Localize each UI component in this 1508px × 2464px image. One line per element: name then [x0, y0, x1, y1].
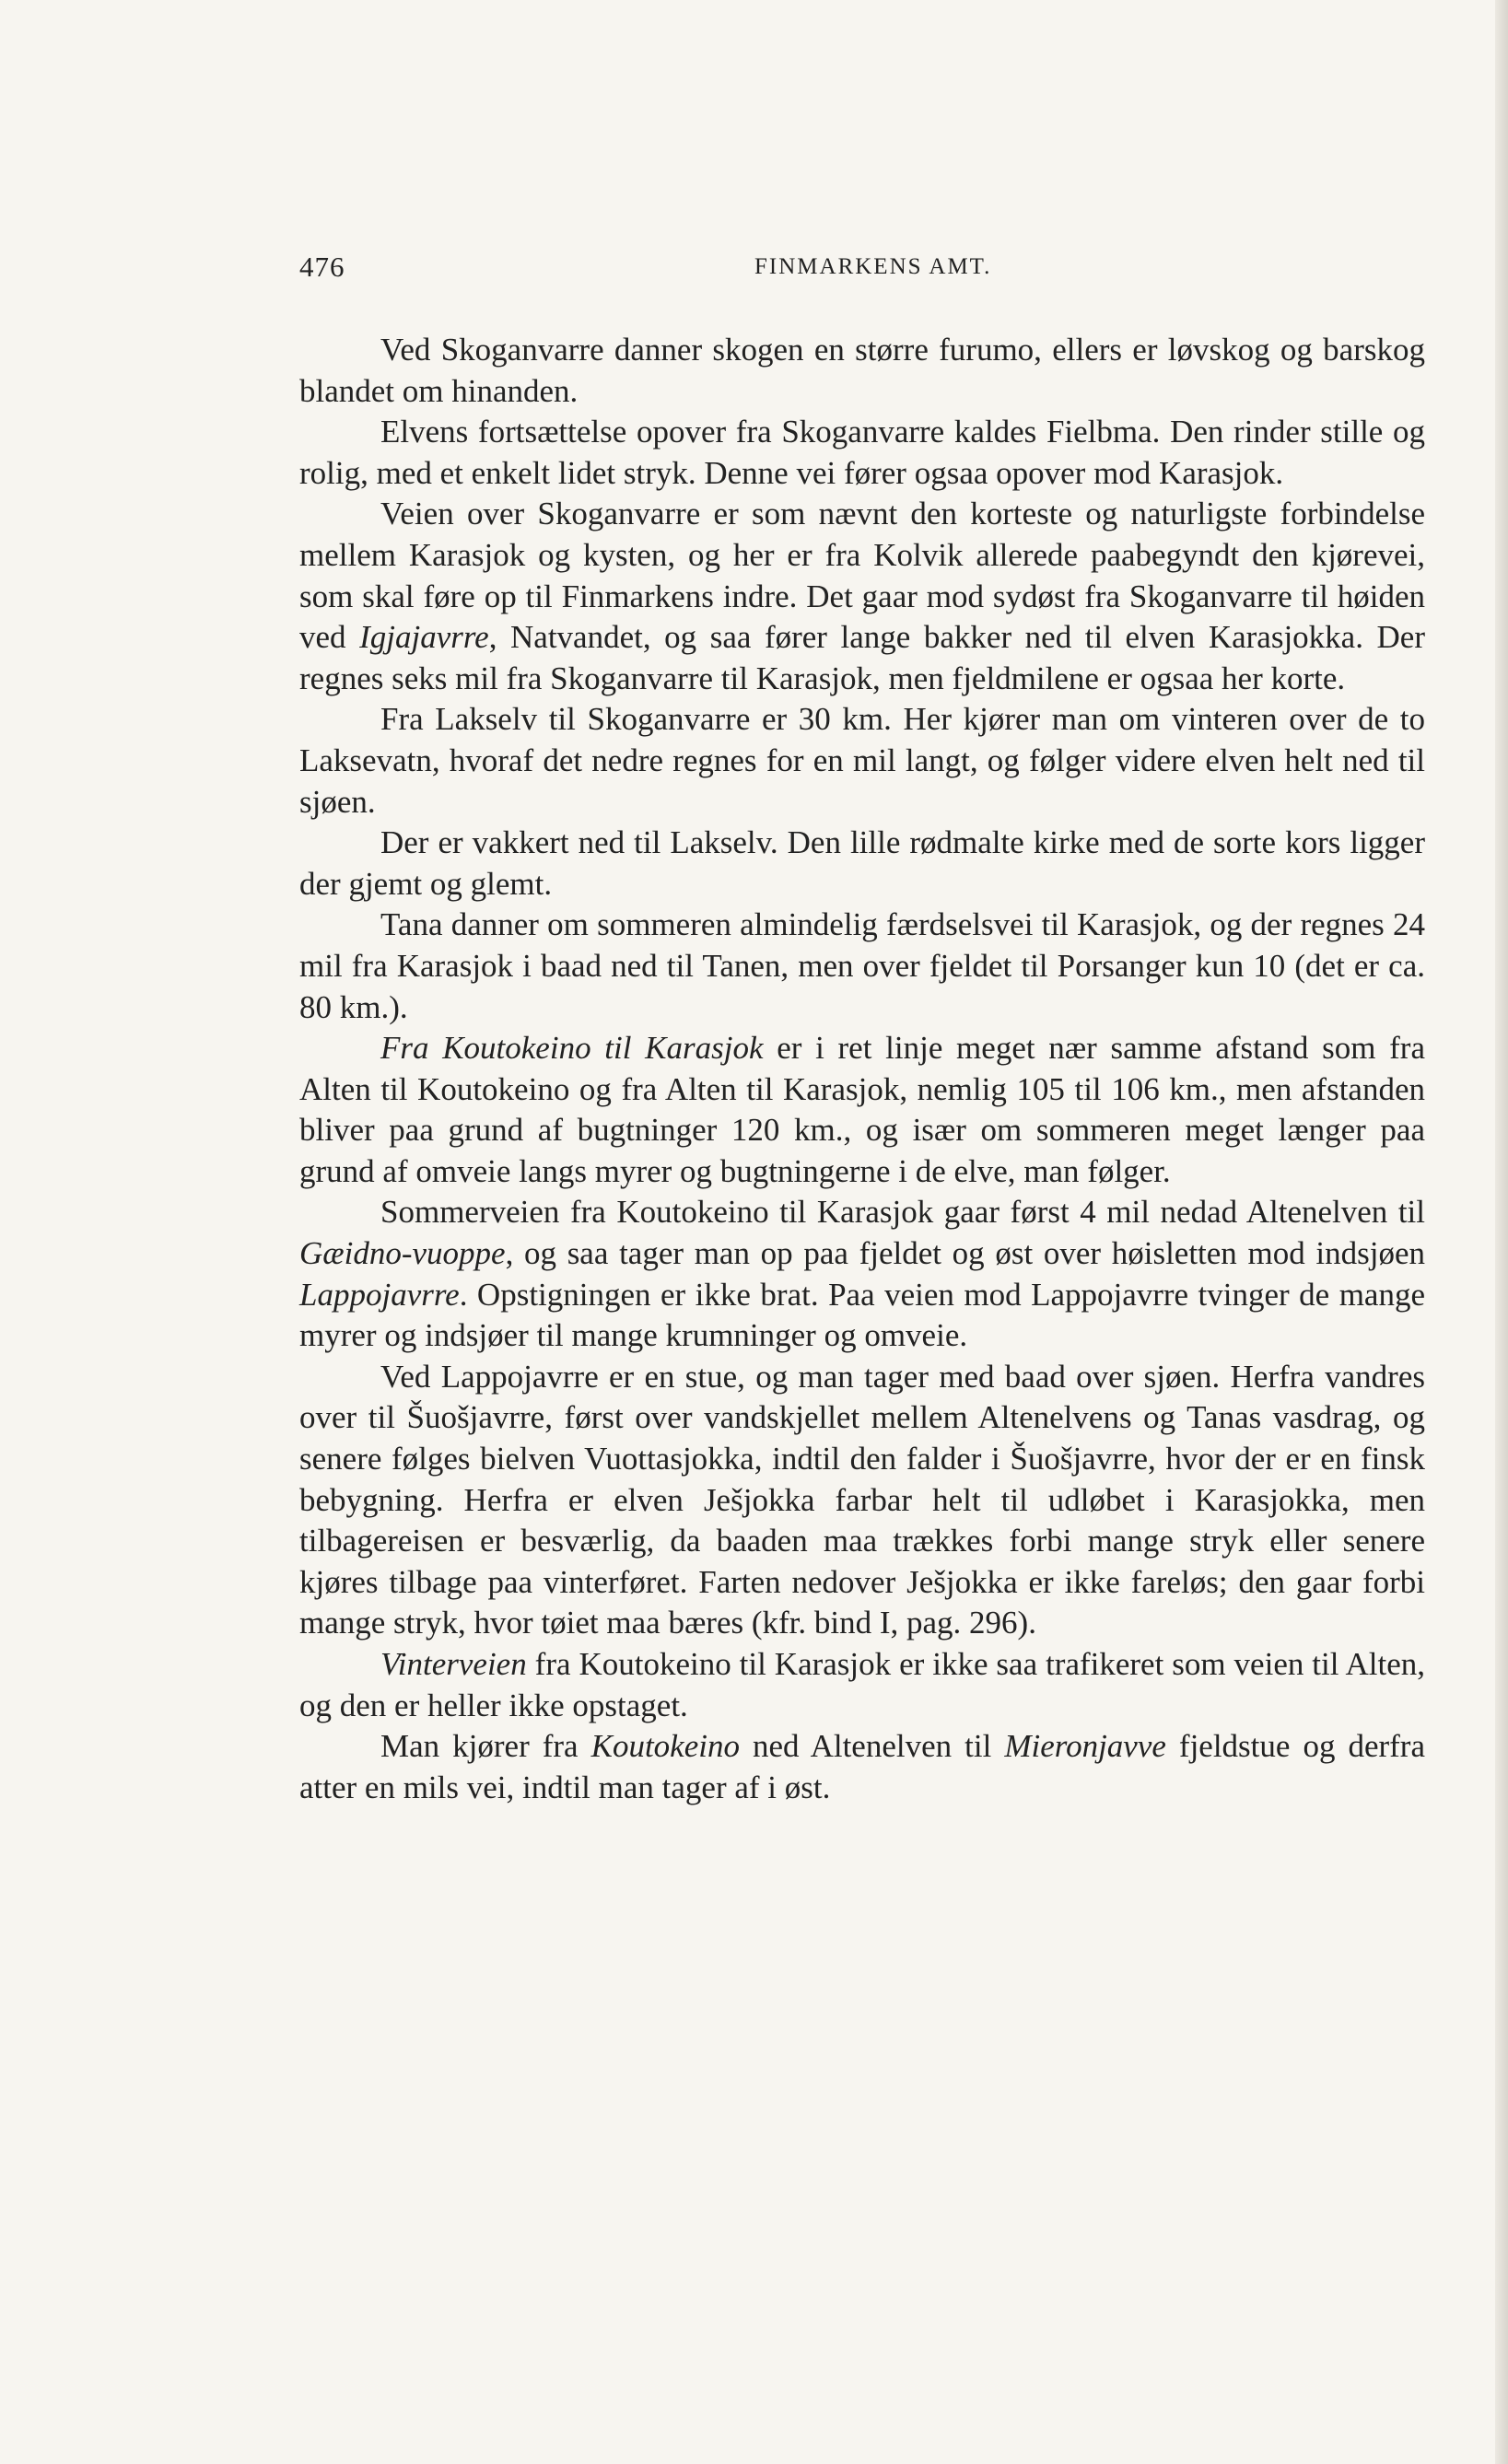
italic-text: Koutokeino [590, 1728, 740, 1765]
paragraph [299, 699, 1425, 823]
paragraph [299, 1644, 1425, 1726]
text-run: er i ret linje meget nær samme afstand som fra Alten til Koutokeino og fra Alten til Karasjok, nemlig 105 til 106 km., men afstanden bliver paa grund af bugtninger 120 km., og især om sommeren meget længer paa grund af omveie langs myrer og bugtningerne i de elve, man følger. [299, 1030, 1425, 1189]
paragraph [299, 1357, 1425, 1644]
text-run: Man kjører fra [380, 1728, 591, 1765]
italic-text: Mieronjavve [1004, 1728, 1166, 1765]
text-run: ned Altenelven til [739, 1728, 1005, 1765]
page-number: 476 [299, 251, 345, 283]
paragraph [299, 905, 1425, 1028]
text-run: Sommerveien fra Koutokeino til Karasjok gaar først 4 mil nedad Altenelven til [380, 1194, 1425, 1231]
text-run: Tana danner om sommeren almindelig færdselsvei til Karasjok, og der regnes 24 mil fra Karasjok i baad ned til Tanen, men over fjeldet til Porsanger kun 10 (det er ca. 80 km.). [299, 906, 1425, 1025]
italic-text: Lappojavrre [299, 1276, 460, 1313]
text-run: Ved Lappojavrre er en stue, og man tager med baad over sjøen. Herfra vandres over til Šuošjavrre, først over vandskjellet mellem Altenelvens og Tanas vasdrag, og senere følges bielven Vuottasjokka, indtil den falder i Šuošjavrre, hvor der er en finsk bebygning. Herfra er elven Ješjokka farbar helt til udløbet i Karasjokka, men tilbagereisen er besværlig, da baaden maa trækkes forbi mange stryk eller senere kjøres tilbage paa vinterføret. Farten nedover Ješjokka er ikke fareløs; den gaar forbi mange stryk, hvor tøiet maa bæres (kfr. bind I, pag. 296). [299, 1358, 1425, 1641]
body-text [299, 330, 1425, 1808]
text-run: Der er vakkert ned til Lakselv. Den lille rødmalte kirke med de sorte kors ligger der gjemt og glemt. [299, 824, 1425, 902]
paragraph [299, 1028, 1425, 1192]
text-run: Elvens fortsættelse opover fra Skoganvarre kaldes Fielbma. Den rinder stille og rolig, med et enkelt lidet stryk. Denne vei fører ogsaa opover mod Karasjok. [299, 414, 1425, 491]
paragraph [299, 1192, 1425, 1356]
text-run: fra Koutokeino til Karasjok er ikke saa trafikeret som veien til Alten, og den er heller ikke opstaget. [299, 1646, 1425, 1723]
paragraph [299, 412, 1425, 494]
text-run: , og saa tager man op paa fjeldet og øst over høisletten mod indsjøen [505, 1235, 1425, 1272]
italic-text: Vinterveien [380, 1646, 527, 1682]
text-run: Fra Lakselv til Skoganvarre er 30 km. Her kjører man om vinteren over de to Laksevatn, hvoraf det nedre regnes for en mil langt, og følger videre elven helt ned til sjøen. [299, 701, 1425, 820]
page-header [299, 251, 1432, 287]
paragraph [299, 823, 1425, 905]
text-run: Ved Skoganvarre danner skogen en større furumo, ellers er løvskog og barskog blandet om hinanden. [299, 332, 1425, 409]
text-run: , Natvandet, og saa fører lange bakker ned til elven Karasjokka. Der regnes seks mil fra Skoganvarre til Karasjok, men fjeldmilene er ogsaa her korte. [299, 619, 1425, 696]
paragraph [299, 494, 1425, 699]
italic-text: Fra Koutokeino til Karasjok [380, 1030, 764, 1067]
running-title: FINMARKENS AMT. [754, 254, 992, 279]
paragraph [299, 330, 1425, 412]
italic-text: Gæidno-vuoppe [299, 1235, 506, 1272]
italic-text: Igjajavrre [359, 619, 489, 656]
text-run: . Opstigningen er ikke brat. Paa veien mod Lappojavrre tvinger de mange myrer og indsjøer til mange krumninger og omveie. [299, 1276, 1425, 1354]
text-run: Veien over Skoganvarre er som nævnt den korteste og naturligste forbindelse mellem Karasjok og kysten, og her er fra Kolvik allerede paabegyndt den kjørevei, som skal føre op til Finmarkens indre. Det gaar mod sydøst fra Skoganvarre til høiden ved [299, 496, 1425, 656]
page-edge-shadow [1495, 0, 1508, 2464]
text-run: fjeldstue og derfra atter en mils vei, indtil man tager af i øst. [299, 1728, 1425, 1805]
paragraph [299, 1726, 1425, 1808]
